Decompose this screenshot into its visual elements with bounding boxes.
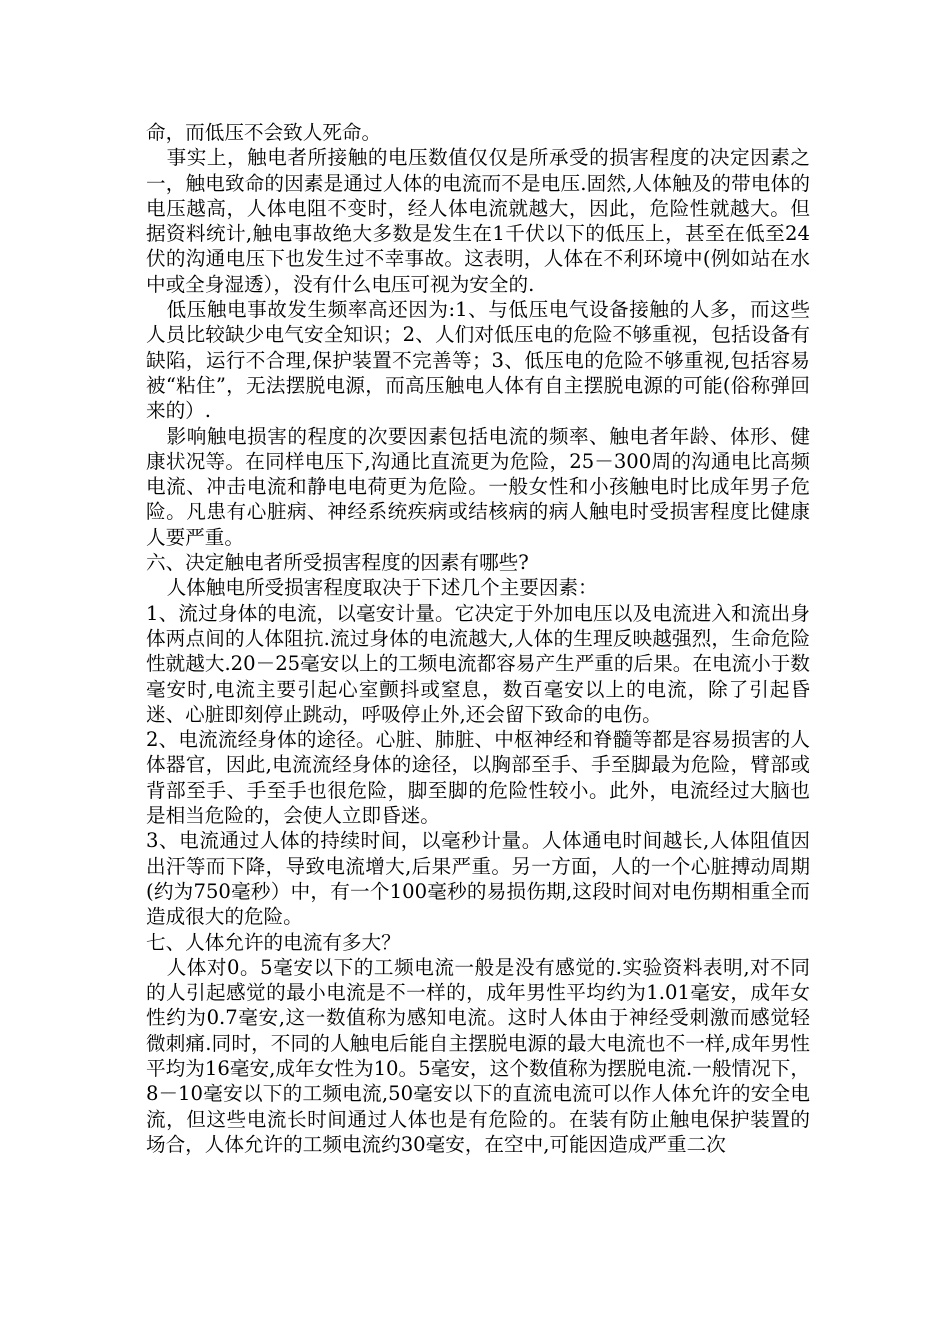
paragraph-6: 人体触电所受损害程度取决于下述几个主要因素： bbox=[166, 576, 598, 600]
section-heading-6: 六、决定触电者所受损害程度的因素有哪些? bbox=[146, 551, 529, 575]
list-item-2: 2、电流流经身体的途径。心脏、肺脏、中枢神经和脊髓等都是容易损害的人体器官，因此,电流流经身体的途径，以胸部至手、手至脚最为危险，臂部或背部至手、手至手也很危险，脚至脚的危险性较小。此外，电流经过大脑也是相当危险的，会使人立即昏迷。 bbox=[146, 728, 810, 828]
paragraph-2: 事实上，触电者所接触的电压数值仅仅是所承受的损害程度的决定因素之一，触电致命的因素是通过人体的电流而不是电压.固然,人体触及的带电体的电压越高，人体电阻不变时，经人体电流就越大，因此，危险性就越大。但据资料统计,触电事故绝大多数是发生在1千伏以下的低压上，甚至在低至24伏的沟通电压下也发生过不幸事故。这表明，人体在不利环境中(例如站在水中或全身湿透），没有什么电压可视为安全的. bbox=[146, 146, 810, 296]
paragraph-1: 命，而低压不会致人死命。 bbox=[146, 121, 382, 144]
paragraph-4: 影响触电损害的程度的次要因素包括电流的频率、触电者年龄、体形、健康状况等。在同样电压下,沟通比直流更为危险，25－300周的沟通电比高频电流、冲击电流和静电电荷更为危险。一般女性和小孩触电时比成年男子危险。凡患有心脏病、神经系统疾病或结核病的病人触电时受损害程度比健康人要严重。 bbox=[146, 424, 810, 549]
paragraph-11: 人体对0。5毫安以下的工频电流一般是没有感觉的.实验资料表明,对不同的人引起感觉的最小电流是不一样的，成年男性平均约为1.01毫安，成年女性约为0.7毫安,这一数值称为感知电流。这时人体由于神经受刺激而感觉轻微刺痛.同时，不同的人触电后能自主摆脱电源的最大电流也不一样,成年男性平均为16毫安,成年女性为10。5毫安，这个数值称为摆脱电流.一般情况下，8－10毫安以下的工频电流,50毫安以下的直流电流可以作人体允许的安全电流，但这些电流长时间通过人体也是有危险的。在装有防止触电保护装置的场合，人体允许的工频电流约30毫安，在空中,可能因造成严重二次 bbox=[146, 955, 810, 1156]
document-page bbox=[146, 120, 810, 1157]
list-item-1: 1、流过身体的电流，以毫安计量。它决定于外加电压以及电流进入和流出身体两点间的人体阻抗.流过身体的电流越大,人体的生理反映越强烈，生命危险性就越大.20－25毫安以上的工频电流都容易产生严重的后果。在电流小于数毫安时,电流主要引起心室颤抖或窒息，数百毫安以上的电流，除了引起昏迷、心脏即刻停止跳动，呼吸停止外,还会留下致命的电伤。 bbox=[146, 601, 810, 726]
section-heading-7: 七、人体允许的电流有多大？ bbox=[146, 930, 401, 954]
paragraph-3: 低压触电事故发生频率高还因为:1、与低压电气设备接触的人多，而这些人员比较缺少电气安全知识；2、人们对低压电的危险不够重视，包括设备有缺陷，运行不合理,保护装置不完善等；3、低压电的危险不够重视,包括容易被“粘住”，无法摆脱电源，而高压触电人体有自主摆脱电源的可能(俗称弹回来的）. bbox=[146, 298, 810, 423]
list-item-3: 3、电流通过人体的持续时间，以毫秒计量。人体通电时间越长,人体阻值因出汗等而下降，导致电流增大,后果严重。另一方面，人的一个心脏搏动周期(约为750毫秒）中，有一个100毫秒的易损伤期,这段时间对电伤期相重全而造成很大的危险。 bbox=[146, 829, 810, 929]
